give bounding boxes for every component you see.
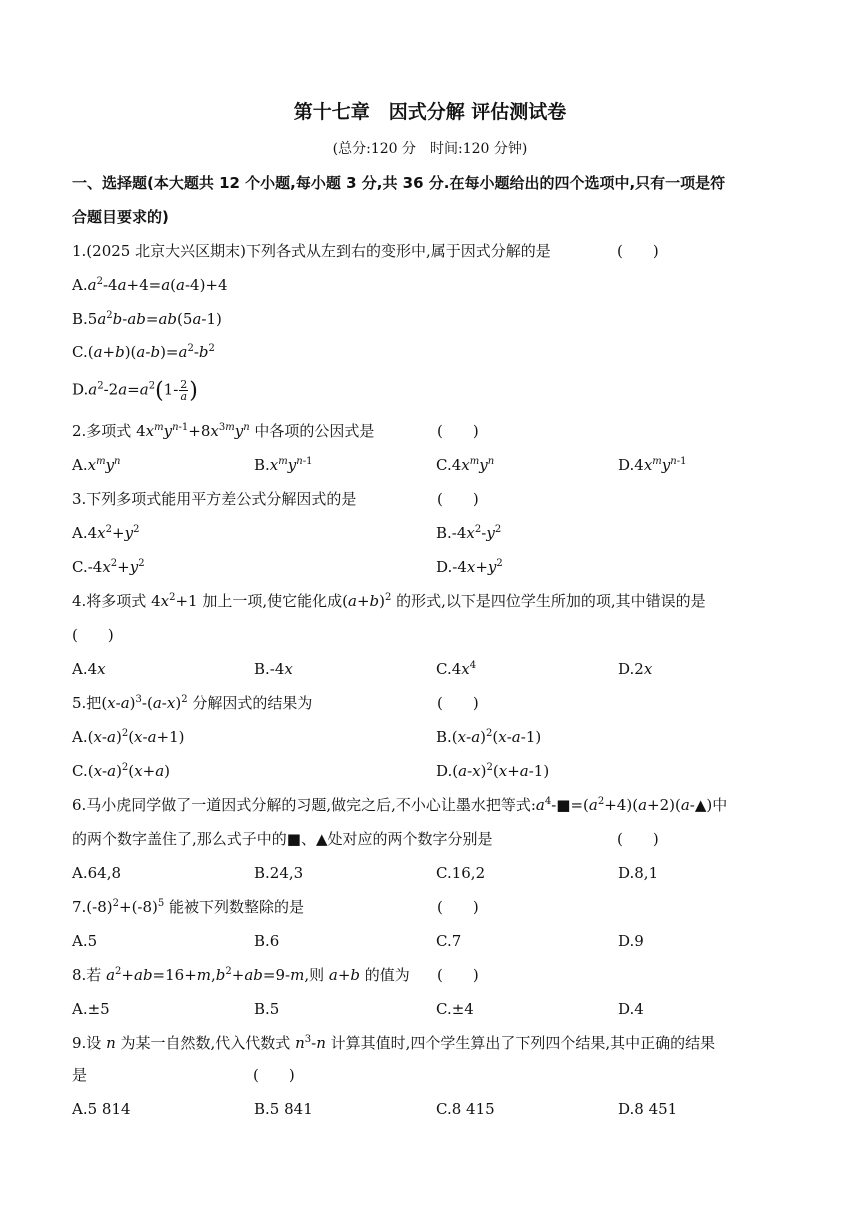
question-5-stem: 5.把$(x-a)^3-(a-x)^2$ 分解因式的结果为 bbox=[72, 694, 313, 712]
question-4-option-c: $C.4x^4$ bbox=[436, 660, 477, 678]
question-7-option-a: A.5 bbox=[72, 932, 98, 950]
exam-info: (总分:120 分 时间:120 分钟) bbox=[332, 141, 528, 157]
question-1-option-c: $C.(a+b)(a-b)=a^2-b^2$ bbox=[72, 343, 215, 361]
question-4-option-a: A.4x bbox=[72, 660, 106, 678]
question-3-stem: 3.下列多项式能用平方差公式分解因式的是 bbox=[72, 490, 357, 508]
question-7-option-c: C.7 bbox=[436, 932, 462, 950]
answer-blank-3[interactable]: ( ) bbox=[437, 490, 479, 508]
question-6-option-d: D.8,1 bbox=[618, 864, 659, 882]
question-5-option-a: $A.(x-a)^2(x-a+1)$ bbox=[72, 728, 185, 746]
question-1-option-a: $A.a^2-4a+4=a(a-4)+4$ bbox=[72, 276, 228, 294]
answer-blank-2[interactable]: ( ) bbox=[437, 422, 479, 440]
question-6-option-a: A.64,8 bbox=[72, 864, 121, 882]
question-8-option-c: C.±4 bbox=[436, 1000, 474, 1018]
section-heading: 一、选择题(本大题共 12 个小题,每小题 3 分,共 36 分.在每小题给出的四个选项中,只有一项是符 bbox=[72, 174, 726, 192]
question-2-option-b: $B.x^my^{n-1}$ bbox=[254, 456, 313, 474]
answer-blank-6[interactable]: ( ) bbox=[617, 830, 659, 848]
question-8-option-d: D.4 bbox=[618, 1000, 644, 1018]
question-2-option-d: $D.4x^my^{n-1}$ bbox=[618, 456, 687, 474]
question-8-stem: 8.若 $a^2+ab=16+m,b^2+ab=9-m$,则 a+b 的值为 bbox=[72, 966, 410, 984]
section-heading-cont: 合题目要求的) bbox=[72, 208, 169, 226]
question-9-option-a: A.5 814 bbox=[72, 1100, 131, 1118]
question-2-option-a: $A.x^my^n$ bbox=[72, 456, 121, 474]
question-3-option-b: $B.-4x^2-y^2$ bbox=[436, 524, 502, 542]
answer-blank-7[interactable]: ( ) bbox=[437, 898, 479, 916]
question-9-stem-cont: 是 bbox=[72, 1066, 88, 1084]
question-3-option-d: $D.-4x+y^2$ bbox=[436, 558, 503, 576]
page-title: 第十七章 因式分解 评估测试卷 bbox=[293, 101, 567, 123]
question-3-option-c: $C.-4x^2+y^2$ bbox=[72, 558, 145, 576]
question-7-option-b: B.6 bbox=[254, 932, 280, 950]
question-6-stem: 6.马小虎同学做了一道因式分解的习题,做完之后,不小心让墨水把等式$:a^4-■=(a^2+4)(a+2)(a-▲)$中 bbox=[72, 796, 728, 814]
fraction: $\frac{2}{a}$ bbox=[180, 378, 188, 403]
question-9-option-b: B.5 841 bbox=[254, 1100, 313, 1118]
answer-blank-8[interactable]: ( ) bbox=[437, 966, 479, 984]
question-8-option-b: B.5 bbox=[254, 1000, 280, 1018]
question-6-option-c: C.16,2 bbox=[436, 864, 486, 882]
question-4-stem: 4.将多项式 $4x^2+1$ 加上一项,使它能化成$(a+b)^2$ 的形式,以下是四位学生所加的项,其中错误的是 bbox=[72, 592, 706, 610]
question-7-option-d: D.9 bbox=[618, 932, 644, 950]
question-7-stem: $7.(-8)^2+(-8)^5$ 能被下列数整除的是 bbox=[72, 898, 305, 916]
question-2-stem: 2.多项式 $4x^my^{n-1}+8x^{3m}y^n$ 中各项的公因式是 bbox=[72, 422, 375, 440]
question-2-option-c: $C.4x^my^n$ bbox=[436, 456, 495, 474]
question-1-option-b: $B.5a^2b-ab=ab(5a-1)$ bbox=[72, 310, 222, 328]
question-4-option-d: D.2x bbox=[618, 660, 653, 678]
question-1-stem: 1.(2025 北京大兴区期末)下列各式从左到右的变形中,属于因式分解的是 bbox=[72, 242, 551, 260]
answer-blank-5[interactable]: ( ) bbox=[437, 694, 479, 712]
question-5-option-c: $C.(x-a)^2(x+a)$ bbox=[72, 762, 171, 780]
answer-blank-4[interactable]: ( ) bbox=[72, 626, 114, 644]
question-5-option-d: $D.(a-x)^2(x+a-1)$ bbox=[436, 762, 550, 780]
question-6-option-b: B.24,3 bbox=[254, 864, 304, 882]
question-1-option-d: $D.a^2-2a=a^2(1-$ $\frac{2}{a}$ ) bbox=[72, 378, 198, 404]
question-3-option-a: $A.4x^2+y^2$ bbox=[72, 524, 140, 542]
question-8-option-a: A.±5 bbox=[72, 1000, 110, 1018]
question-9-option-d: D.8 451 bbox=[618, 1100, 678, 1118]
question-9-stem: 9.设 n 为某一自然数,代入代数式 $n^3-n$ 计算其值时,四个学生算出了下列四个结果,其中正确的结果 bbox=[72, 1034, 716, 1052]
answer-blank-9[interactable]: ( ) bbox=[253, 1066, 295, 1084]
question-4-option-b: B.-4x bbox=[254, 660, 293, 678]
question-5-option-b: $B.(x-a)^2(x-a-1)$ bbox=[436, 728, 542, 746]
question-9-option-c: C.8 415 bbox=[436, 1100, 495, 1118]
answer-blank-1[interactable]: ( ) bbox=[617, 242, 659, 260]
question-6-stem-cont: 的两个数字盖住了,那么式子中的■、▲处对应的两个数字分别是 bbox=[72, 830, 493, 848]
